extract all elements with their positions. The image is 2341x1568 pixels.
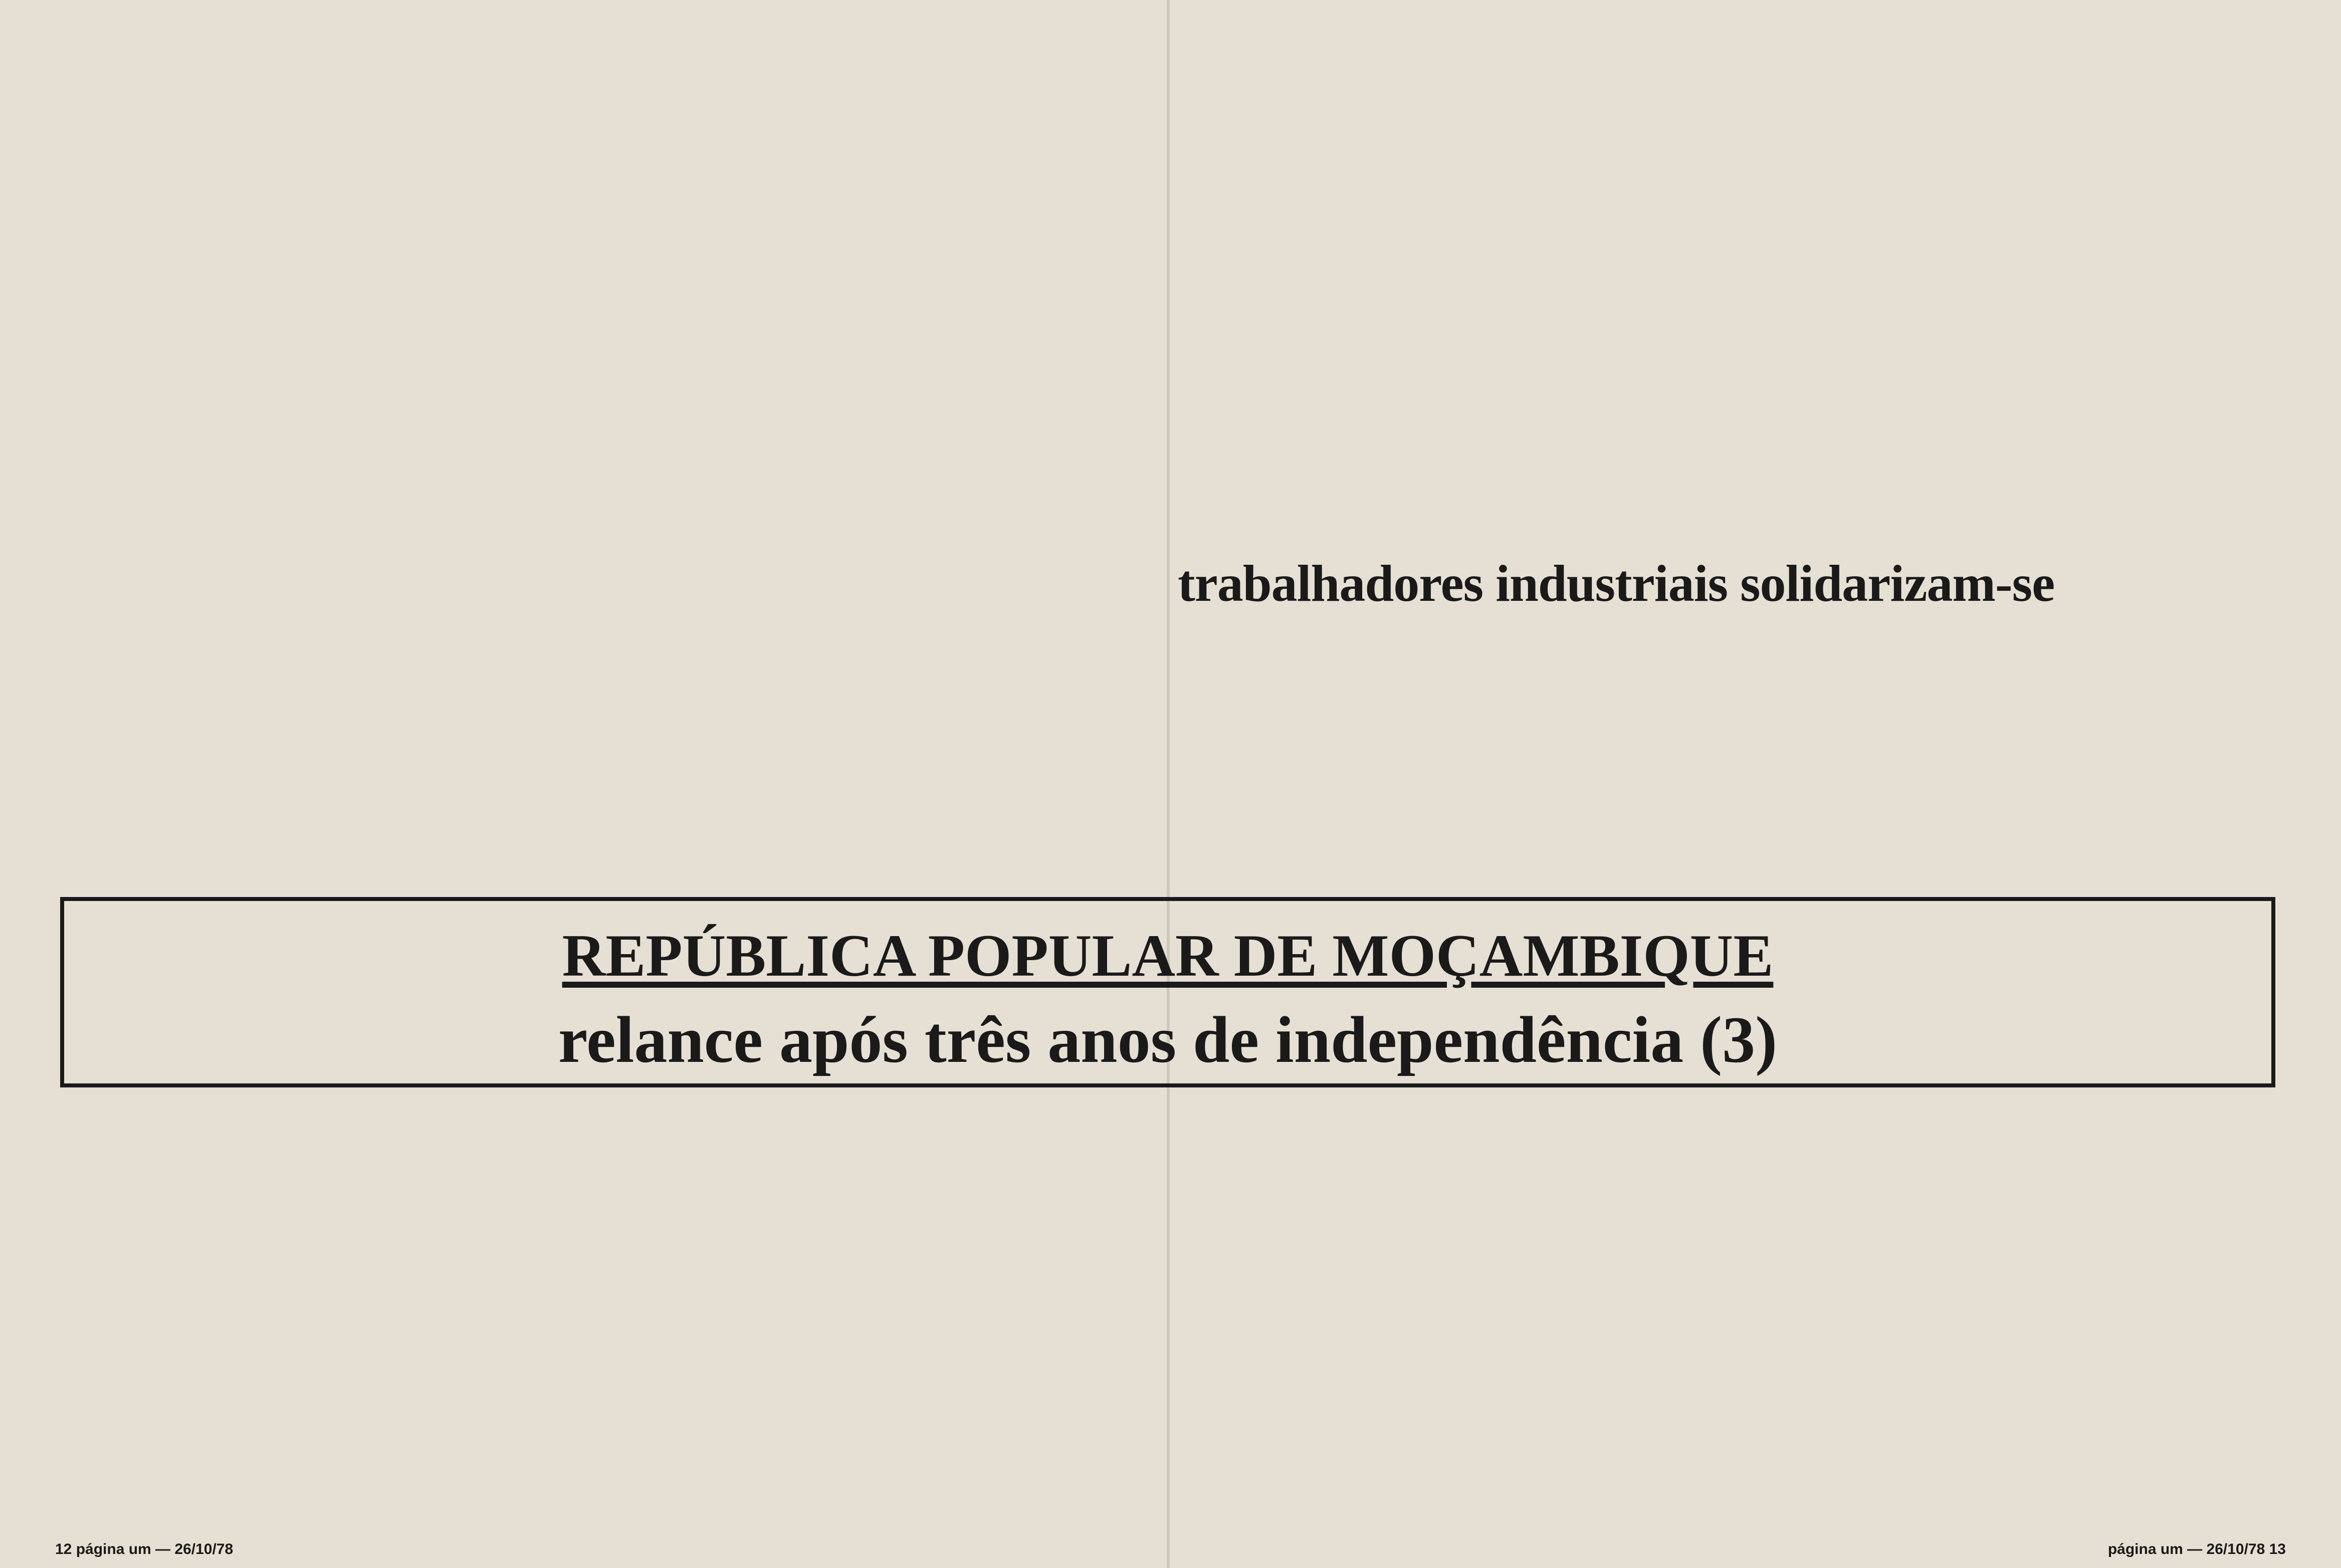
left-footer: 12 página um — 26/10/78 bbox=[55, 1541, 234, 1557]
mozambique-headline-1: REPÚBLICA POPULAR DE MOÇAMBIQUE bbox=[562, 922, 1774, 989]
page-gutter bbox=[1167, 0, 1170, 1568]
right-footer: página um — 26/10/78 13 bbox=[2107, 1541, 2286, 1557]
industrial-headline: trabalhadores industriais solidarizam-se bbox=[1178, 555, 2055, 612]
mozambique-headline-box bbox=[60, 897, 2275, 1087]
mozambique-headline-2: relance após três anos de independência (3) bbox=[558, 1003, 1778, 1076]
